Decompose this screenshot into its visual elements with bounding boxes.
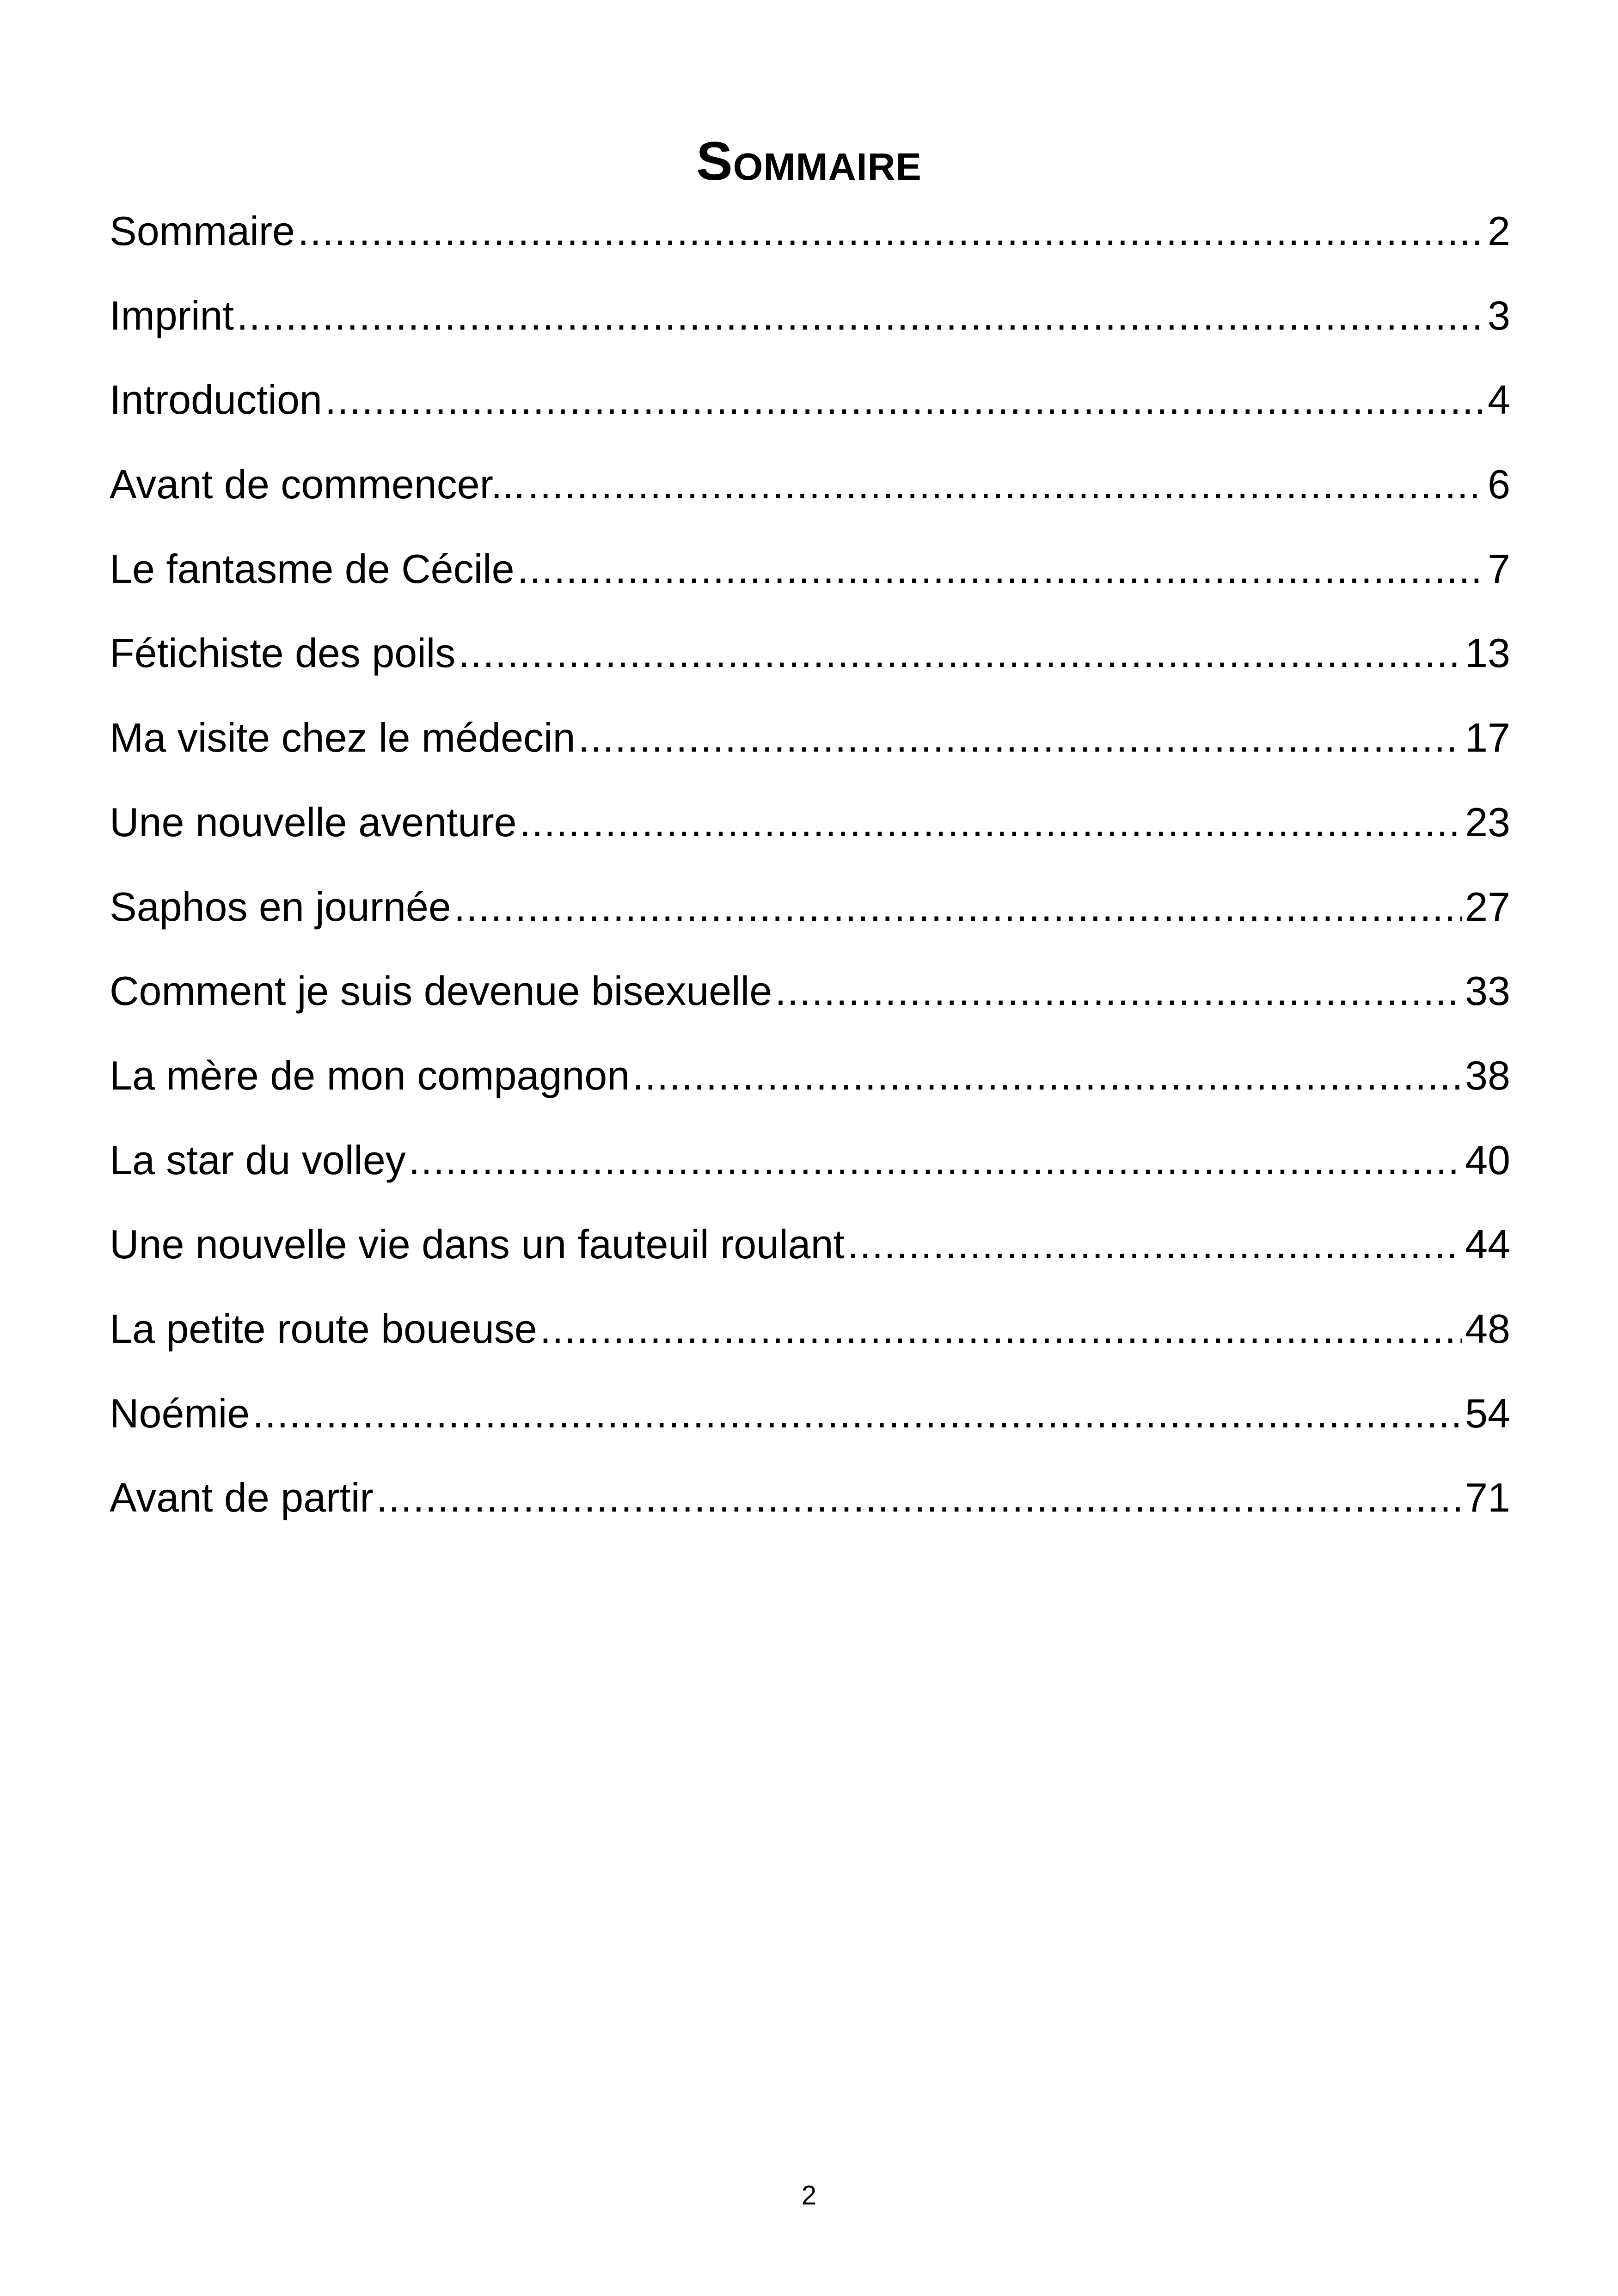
- toc-item-page: 48: [1465, 1305, 1510, 1352]
- toc-dot-leader: [458, 621, 1462, 686]
- toc-dot-leader: [298, 199, 1485, 263]
- toc-item-label: Comment je suis devenue bisexuelle: [110, 968, 772, 1014]
- toc-dot-leader: [775, 959, 1462, 1023]
- toc-dot-leader: [252, 1381, 1462, 1446]
- table-of-contents: [110, 199, 1510, 1550]
- toc-item: [110, 283, 1510, 368]
- toc-item: [110, 1128, 1510, 1212]
- toc-dot-leader: [376, 1465, 1462, 1530]
- toc-item: [110, 1043, 1510, 1128]
- toc-item: [110, 621, 1510, 705]
- toc-item-page: 17: [1465, 715, 1510, 761]
- toc-item-page: 13: [1465, 630, 1510, 676]
- toc-item-page: 7: [1488, 545, 1510, 592]
- toc-item: [110, 367, 1510, 452]
- toc-item-label: Une nouvelle aventure: [110, 799, 517, 845]
- toc-item-label: La mère de mon compagnon: [110, 1052, 630, 1098]
- toc-item-page: 3: [1488, 292, 1510, 338]
- toc-dot-leader: [237, 283, 1485, 348]
- toc-item-label: La petite route boueuse: [110, 1305, 537, 1352]
- toc-item: [110, 959, 1510, 1043]
- toc-item: [110, 452, 1510, 537]
- toc-item-page: 27: [1465, 883, 1510, 930]
- toc-item-label: Avant de commencer...: [110, 461, 525, 508]
- toc-item-page: 6: [1488, 461, 1510, 508]
- toc-dot-leader: [409, 1128, 1462, 1193]
- toc-item: [110, 705, 1510, 790]
- toc-item-page: 38: [1465, 1052, 1510, 1098]
- toc-item-label: Sommaire: [110, 208, 295, 254]
- toc-item-page: 4: [1488, 377, 1510, 423]
- toc-item-page: 71: [1465, 1475, 1510, 1521]
- toc-item: [110, 537, 1510, 621]
- toc-item: [110, 1212, 1510, 1297]
- toc-item-label: Le fantasme de Cécile: [110, 545, 515, 592]
- toc-item: [110, 1381, 1510, 1466]
- toc-item: [110, 875, 1510, 959]
- toc-item-label: Imprint: [110, 292, 234, 338]
- toc-item-page: 44: [1465, 1221, 1510, 1267]
- toc-item-label: Une nouvelle vie dans un fauteuil roulant: [110, 1221, 845, 1267]
- toc-item: [110, 199, 1510, 283]
- toc-item-page: 54: [1465, 1390, 1510, 1436]
- toc-dot-leader: [578, 705, 1463, 770]
- toc-item: [110, 1465, 1510, 1550]
- toc-item-label: Ma visite chez le médecin: [110, 715, 576, 761]
- toc-dot-leader: [520, 790, 1463, 855]
- toc-dot-leader: [454, 875, 1462, 939]
- toc-item-page: 2: [1488, 208, 1510, 254]
- toc-item-label: Saphos en journée: [110, 883, 451, 930]
- toc-item-label: La star du volley: [110, 1137, 406, 1183]
- toc-item: [110, 790, 1510, 875]
- toc-item-page: 33: [1465, 968, 1510, 1014]
- toc-item-page: 23: [1465, 799, 1510, 845]
- toc-dot-leader: [632, 1043, 1462, 1108]
- toc-item-page: 40: [1465, 1137, 1510, 1183]
- toc-dot-leader: [325, 367, 1485, 432]
- toc-dot-leader: [847, 1212, 1462, 1277]
- toc-dot-leader: [517, 537, 1485, 601]
- page-title: Sommaire: [696, 131, 922, 192]
- toc-item-label: Avant de partir: [110, 1475, 374, 1521]
- toc-item-label: Fétichiste des poils: [110, 630, 456, 676]
- toc-item-label: Introduction: [110, 377, 322, 423]
- toc-item: [110, 1297, 1510, 1381]
- page-number: 2: [801, 2180, 817, 2210]
- toc-item-label: Noémie: [110, 1390, 250, 1436]
- toc-dot-leader: [527, 452, 1485, 517]
- toc-dot-leader: [540, 1297, 1462, 1361]
